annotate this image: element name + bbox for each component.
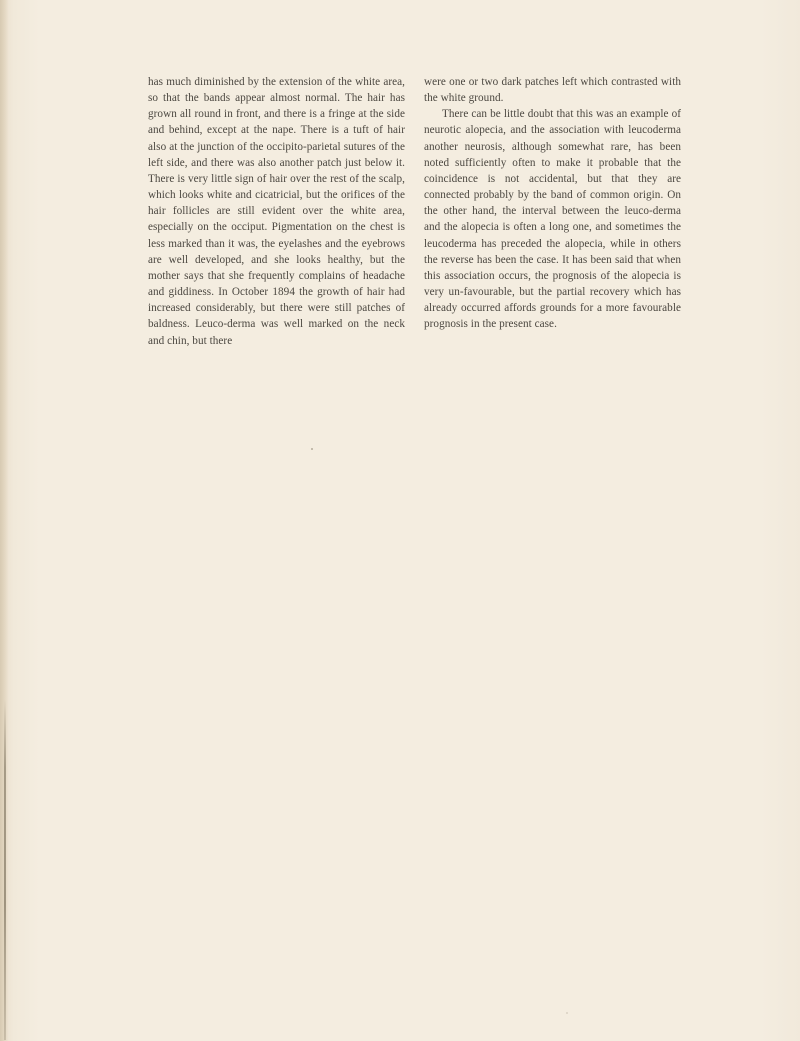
paper-speck xyxy=(566,1012,568,1014)
right-text-column xyxy=(424,74,681,333)
page-edge-shadow xyxy=(4,700,6,1040)
right-paragraph-2: There can be little doubt that this was an example of neurotic alopecia, and the association with leucoderma another neurosis, although somewhat rare, has been noted sufficiently often to make it probable that the coincidence is not accidental, but that they are connected probably by the band of common origin. On the other hand, the interval between the leuco-derma and the alopecia is often a long one, and sometimes the leucoderma has preceded the alopecia, while in others the reverse has been the case. It has been said that when this association occurs, the prognosis of the alopecia is very un-favourable, but the partial recovery which has already occurred affords grounds for a more favourable prognosis in the present case. xyxy=(424,108,681,331)
left-text-column xyxy=(148,74,405,349)
right-paragraph-1: were one or two dark patches left which contrasted with the white ground. xyxy=(424,76,681,105)
left-paragraph-1: has much diminished by the extension of the white area, so that the bands appear almost normal. The hair has grown all round in front, and there is a fringe at the side and behind, except at the nape. There is a tuft of hair also at the junction of the occipito-parietal sutures of the left side, and there was also another patch just below it. There is very little sign of hair over the rest of the scalp, which looks white and cicatricial, but the orifices of the hair follicles are still evident over the white area, especially on the occiput. Pigmentation on the chest is less marked than it was, the eyelashes and the eyebrows are well developed, and she looks healthy, but the mother says that she frequently complains of headache and giddiness. In October 1894 the growth of hair had increased considerably, but there were still patches of baldness. Leuco-derma was well marked on the neck and chin, but there xyxy=(148,76,405,347)
paper-speck xyxy=(311,448,313,450)
